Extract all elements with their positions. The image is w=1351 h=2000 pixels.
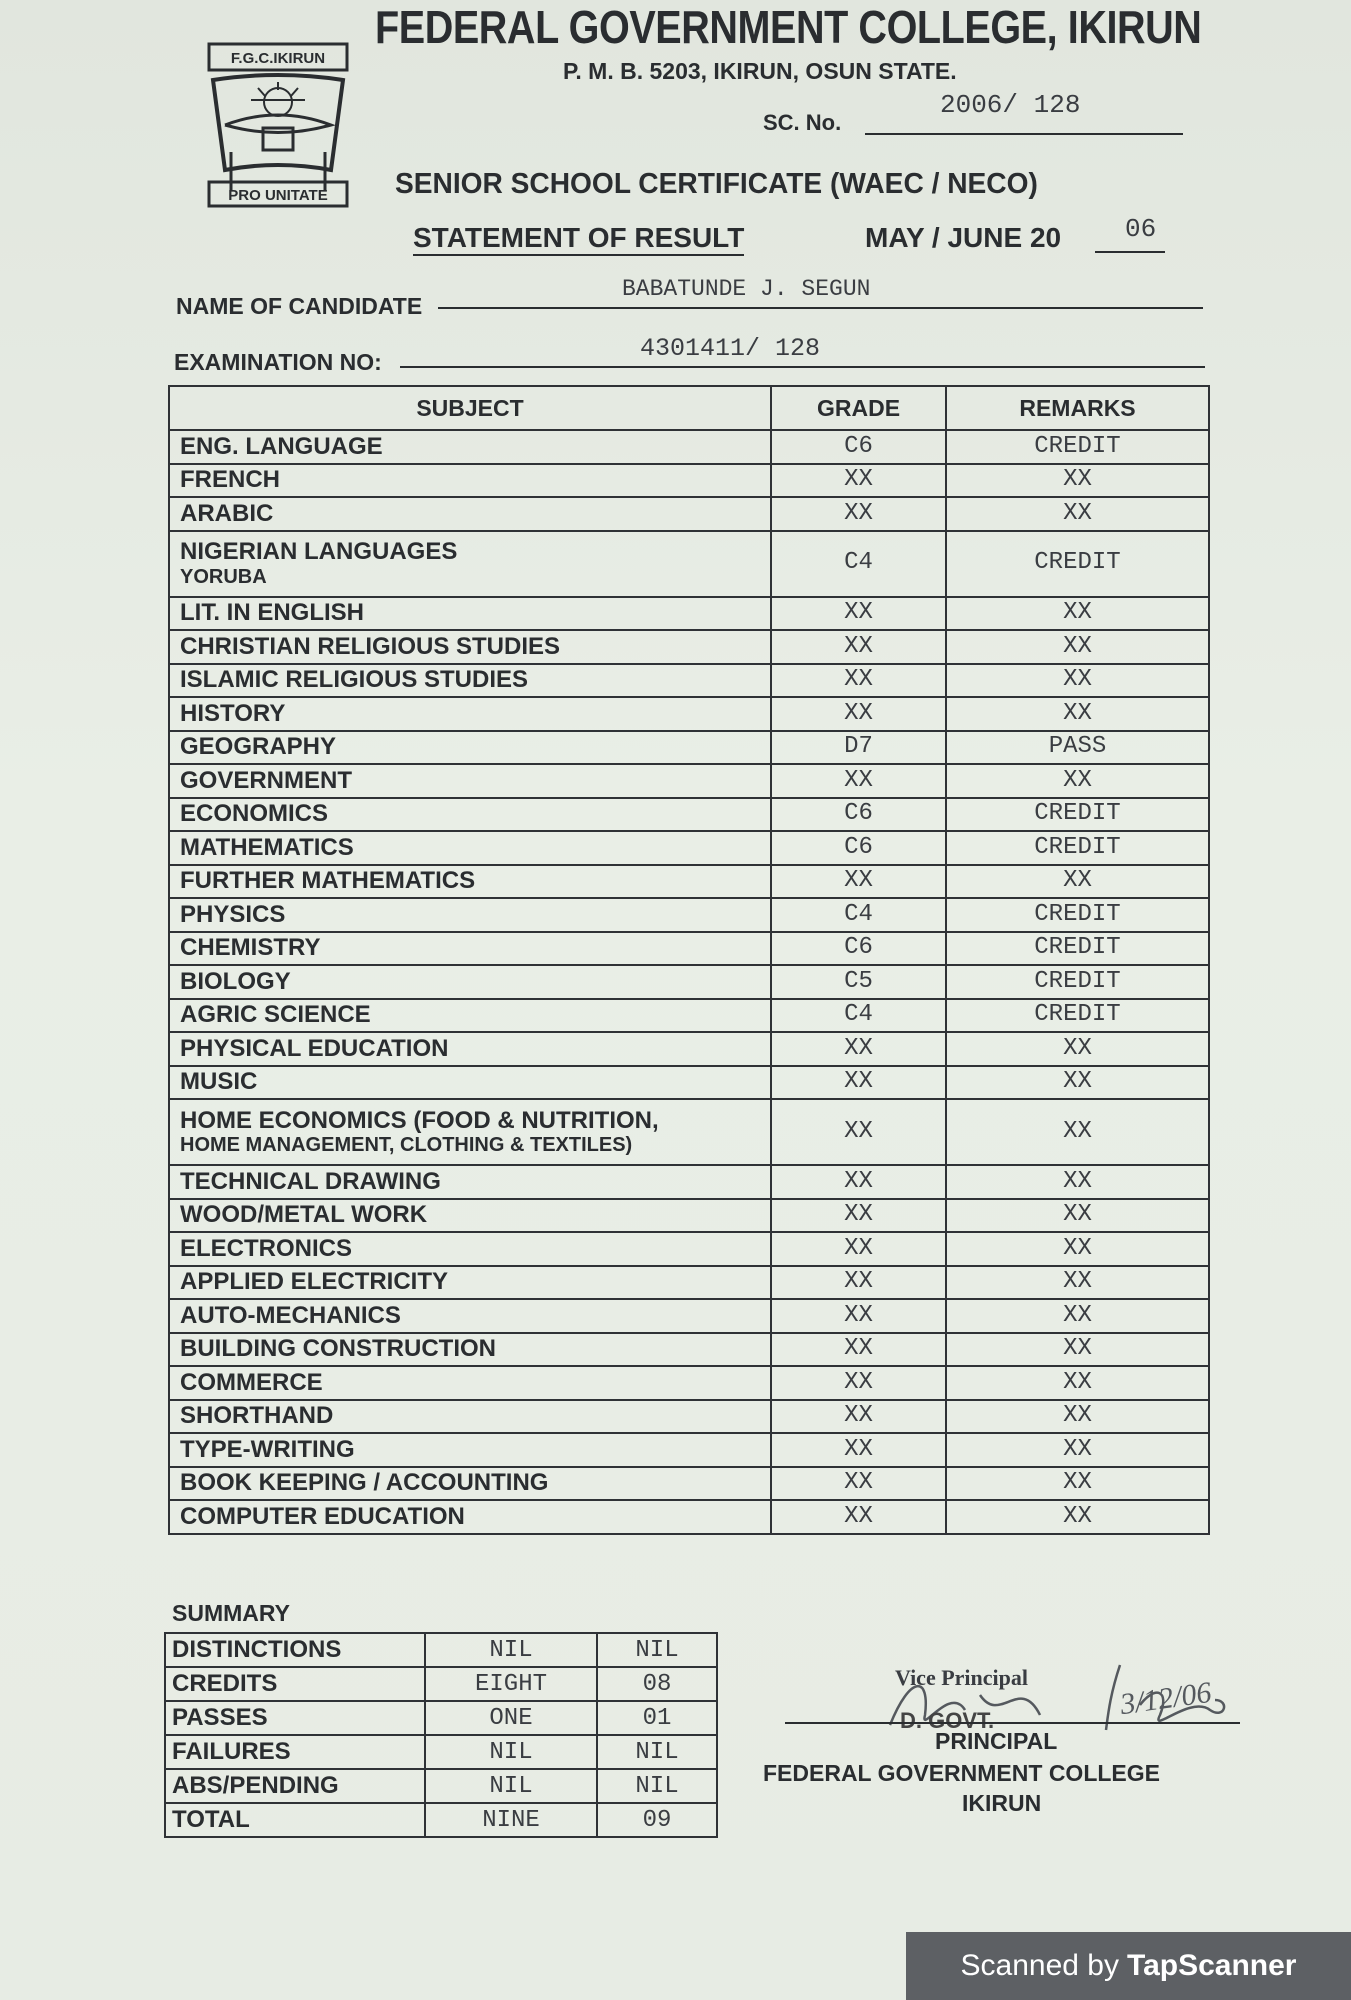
- certificate-title: SENIOR SCHOOL CERTIFICATE (WAEC / NECO): [395, 168, 1038, 200]
- college-address: P. M. B. 5203, IKIRUN, OSUN STATE.: [563, 58, 957, 84]
- grade-cell: XX: [771, 1199, 946, 1233]
- remark-cell: PASS: [946, 731, 1209, 765]
- result-row: [169, 430, 1209, 464]
- remark-cell: XX: [946, 1032, 1209, 1066]
- subject-name: AUTO-MECHANICS: [180, 1301, 401, 1329]
- remark-cell: CREDIT: [946, 531, 1209, 597]
- result-row: [169, 1165, 1209, 1199]
- subject-name: HISTORY: [180, 699, 286, 727]
- summary-words-cell: NIL: [425, 1735, 597, 1769]
- remark-cell: XX: [946, 1266, 1209, 1300]
- result-row: [169, 798, 1209, 832]
- subject-name: WOOD/METAL WORK: [180, 1201, 428, 1229]
- result-row: [169, 1333, 1209, 1367]
- grade-cell: XX: [771, 464, 946, 498]
- remark-cell: XX: [946, 464, 1209, 498]
- exam-session-label: MAY / JUNE 20: [865, 222, 1062, 253]
- grade-cell: C6: [771, 430, 946, 464]
- summary-row: [165, 1769, 717, 1803]
- subject-name: FURTHER MATHEMATICS: [180, 867, 476, 895]
- summary-row: [165, 1633, 717, 1667]
- subject-name: PHYSICAL EDUCATION: [180, 1034, 449, 1062]
- result-row: [169, 1299, 1209, 1333]
- subject-name: ECONOMICS: [180, 800, 329, 828]
- remark-cell: XX: [946, 597, 1209, 631]
- summary-row: [165, 1701, 717, 1735]
- grade-cell: C4: [771, 898, 946, 932]
- summary-label-cell: ABS/PENDING: [165, 1769, 425, 1803]
- sc-number-line: [865, 133, 1183, 135]
- subject-name: FRENCH: [180, 466, 280, 494]
- exam-number-value: 4301411/ 128: [640, 334, 821, 363]
- subject-name: GOVERNMENT: [180, 766, 353, 794]
- subject-cell: [169, 430, 771, 464]
- remark-cell: XX: [946, 497, 1209, 531]
- grade-cell: C6: [771, 798, 946, 832]
- vice-principal-stamp: Vice Principal: [895, 1665, 1028, 1690]
- subject-name: COMMERCE: [180, 1368, 323, 1396]
- subject-cell: [169, 1366, 771, 1400]
- exam-number-line: [400, 366, 1205, 368]
- subject-cell: [169, 664, 771, 698]
- results-body: [169, 430, 1209, 1534]
- result-row: [169, 1232, 1209, 1266]
- summary-row: [165, 1803, 717, 1837]
- grade-cell: XX: [771, 597, 946, 631]
- grade-cell: XX: [771, 1299, 946, 1333]
- result-row: [169, 1032, 1209, 1066]
- grade-cell: C5: [771, 965, 946, 999]
- summary-words-cell: EIGHT: [425, 1667, 597, 1701]
- grade-cell: XX: [771, 1266, 946, 1300]
- result-row: [169, 1467, 1209, 1501]
- result-row: [169, 932, 1209, 966]
- crest-motto-text: PRO UNITATE: [228, 187, 328, 204]
- grade-cell: XX: [771, 1066, 946, 1100]
- grade-cell: XX: [771, 497, 946, 531]
- grade-cell: XX: [771, 1232, 946, 1266]
- grade-cell: XX: [771, 1500, 946, 1534]
- grade-cell: XX: [771, 1433, 946, 1467]
- exam-number-label: EXAMINATION NO:: [174, 349, 382, 375]
- grade-cell: C4: [771, 999, 946, 1033]
- subject-cell: [169, 1232, 771, 1266]
- subject-cell: [169, 1266, 771, 1300]
- subject-cell: [169, 497, 771, 531]
- summary-number-cell: NIL: [597, 1735, 717, 1769]
- subject-cell: [169, 1199, 771, 1233]
- crest-top-text: F.G.C.IKIRUN: [230, 50, 326, 67]
- grade-cell: XX: [771, 1400, 946, 1434]
- summary-number-cell: 09: [597, 1803, 717, 1837]
- summary-label-cell: PASSES: [165, 1701, 425, 1735]
- remark-cell: XX: [946, 1165, 1209, 1199]
- subject-cell: [169, 764, 771, 798]
- summary-words-cell: NINE: [425, 1803, 597, 1837]
- subject-cell: [169, 1099, 771, 1165]
- session-year-line: [1095, 251, 1165, 253]
- result-row: [169, 898, 1209, 932]
- subject-cell: [169, 1165, 771, 1199]
- subject-name: HOME ECONOMICS (FOOD & NUTRITION,: [180, 1106, 659, 1134]
- grade-cell: XX: [771, 697, 946, 731]
- subject-cell: [169, 630, 771, 664]
- result-row: [169, 597, 1209, 631]
- result-row: [169, 965, 1209, 999]
- subject-cell: [169, 1500, 771, 1534]
- subject-name: BUILDING CONSTRUCTION: [180, 1335, 496, 1363]
- result-row: [169, 497, 1209, 531]
- remark-cell: XX: [946, 865, 1209, 899]
- subject-name: ARABIC: [180, 499, 274, 527]
- summary-label-cell: DISTINCTIONS: [165, 1633, 425, 1667]
- result-row: [169, 731, 1209, 765]
- subject-cell: [169, 1400, 771, 1434]
- remark-cell: XX: [946, 1433, 1209, 1467]
- subject-name: NIGERIAN LANGUAGES: [180, 538, 458, 566]
- subject-name: AGRIC SCIENCE: [180, 1001, 371, 1029]
- remark-cell: XX: [946, 1500, 1209, 1534]
- remark-cell: XX: [946, 1333, 1209, 1367]
- badge-prefix: Scanned by: [960, 1949, 1119, 1982]
- subject-cell: [169, 731, 771, 765]
- result-row: [169, 1433, 1209, 1467]
- subject-name: ISLAMIC RELIGIOUS STUDIES: [180, 666, 529, 694]
- result-row: [169, 664, 1209, 698]
- result-row: [169, 630, 1209, 664]
- subject-cell: [169, 1066, 771, 1100]
- subject-name: BOOK KEEPING / ACCOUNTING: [180, 1469, 549, 1497]
- subject-name: MUSIC: [180, 1068, 258, 1096]
- tapscanner-badge: [906, 1932, 1351, 2000]
- summary-number-cell: 08: [597, 1667, 717, 1701]
- remark-cell: XX: [946, 1066, 1209, 1100]
- badge-brand: TapScanner: [1126, 1949, 1297, 1982]
- remark-cell: CREDIT: [946, 898, 1209, 932]
- result-row: [169, 1266, 1209, 1300]
- subject-cell: [169, 1433, 771, 1467]
- grade-cell: D7: [771, 731, 946, 765]
- summary-number-cell: NIL: [597, 1633, 717, 1667]
- result-row: [169, 1366, 1209, 1400]
- candidate-name-value: BABATUNDE J. SEGUN: [622, 276, 871, 302]
- summary-table: [164, 1632, 718, 1838]
- remark-cell: XX: [946, 1400, 1209, 1434]
- remark-cell: CREDIT: [946, 999, 1209, 1033]
- grade-cell: XX: [771, 1032, 946, 1066]
- subject-name: MATHEMATICS: [180, 833, 354, 861]
- candidate-name-label: NAME OF CANDIDATE: [176, 293, 423, 319]
- subject-name: ENG. LANGUAGE: [180, 432, 383, 460]
- subject-name: CHRISTIAN RELIGIOUS STUDIES: [180, 632, 561, 660]
- remarks-column-header: REMARKS: [946, 386, 1209, 430]
- subject-cell: [169, 865, 771, 899]
- grade-cell: C4: [771, 531, 946, 597]
- signature-college-name: FEDERAL GOVERNMENT COLLEGE: [763, 1760, 1160, 1786]
- summary-number-cell: 01: [597, 1701, 717, 1735]
- subject-cell: [169, 1333, 771, 1367]
- subject-cell: [169, 898, 771, 932]
- subject-cell: [169, 1467, 771, 1501]
- summary-heading: SUMMARY: [172, 1600, 290, 1626]
- statement-of-result-heading: STATEMENT OF RESULT: [413, 222, 744, 256]
- signature-town: IKIRUN: [962, 1790, 1042, 1816]
- college-name: FEDERAL GOVERNMENT COLLEGE, IKIRUN: [375, 1, 1202, 53]
- grade-cell: XX: [771, 664, 946, 698]
- summary-words-cell: NIL: [425, 1769, 597, 1803]
- subject-name: CHEMISTRY: [180, 934, 321, 962]
- remark-cell: XX: [946, 1199, 1209, 1233]
- subject-name: LIT. IN ENGLISH: [180, 599, 365, 627]
- result-row: [169, 1066, 1209, 1100]
- session-year-value: 06: [1125, 214, 1157, 244]
- remark-cell: XX: [946, 1099, 1209, 1165]
- result-row: [169, 697, 1209, 731]
- remark-cell: XX: [946, 1366, 1209, 1400]
- remark-cell: XX: [946, 1299, 1209, 1333]
- result-row: [169, 464, 1209, 498]
- summary-words-cell: ONE: [425, 1701, 597, 1735]
- signature-line: [785, 1722, 1240, 1724]
- grade-cell: C6: [771, 831, 946, 865]
- result-row: [169, 531, 1209, 597]
- grade-cell: XX: [771, 630, 946, 664]
- remark-cell: CREDIT: [946, 831, 1209, 865]
- sc-number-label: SC. No.: [763, 110, 842, 135]
- candidate-name-line: [438, 307, 1203, 309]
- subject-name: BIOLOGY: [180, 967, 291, 995]
- result-row: [169, 999, 1209, 1033]
- result-row: [169, 1199, 1209, 1233]
- summary-body: [165, 1633, 717, 1837]
- subject-name-line2: HOME MANAGEMENT, CLOTHING & TEXTILES): [180, 1134, 633, 1157]
- results-table: [168, 385, 1210, 1535]
- result-row: [169, 764, 1209, 798]
- remark-cell: CREDIT: [946, 965, 1209, 999]
- subject-name: COMPUTER EDUCATION: [180, 1502, 465, 1530]
- summary-row: [165, 1667, 717, 1701]
- grade-cell: XX: [771, 1165, 946, 1199]
- subject-cell: [169, 932, 771, 966]
- summary-row: [165, 1735, 717, 1769]
- grade-cell: XX: [771, 1366, 946, 1400]
- remark-cell: XX: [946, 1232, 1209, 1266]
- remark-cell: XX: [946, 1467, 1209, 1501]
- grade-cell: XX: [771, 1333, 946, 1367]
- subject-name: GEOGRAPHY: [180, 733, 337, 761]
- subject-cell: [169, 531, 771, 597]
- grade-cell: XX: [771, 865, 946, 899]
- summary-words-cell: NIL: [425, 1633, 597, 1667]
- grade-cell: XX: [771, 764, 946, 798]
- result-row: [169, 865, 1209, 899]
- result-row: [169, 1400, 1209, 1434]
- signature-date: 3/12/06: [1118, 1675, 1214, 1722]
- subject-name: TECHNICAL DRAWING: [180, 1167, 441, 1195]
- principal-title: PRINCIPAL: [935, 1728, 1058, 1754]
- subject-cell: [169, 697, 771, 731]
- summary-label-cell: CREDITS: [165, 1667, 425, 1701]
- subject-cell: [169, 1032, 771, 1066]
- result-row: [169, 831, 1209, 865]
- subject-column-header: SUBJECT: [169, 386, 771, 430]
- results-header-row: [169, 386, 1209, 430]
- college-crest-logo: [203, 40, 353, 210]
- subject-cell: [169, 831, 771, 865]
- subject-cell: [169, 965, 771, 999]
- subject-cell: [169, 464, 771, 498]
- remark-cell: XX: [946, 697, 1209, 731]
- subject-name: APPLIED ELECTRICITY: [180, 1268, 449, 1296]
- summary-label-cell: FAILURES: [165, 1735, 425, 1769]
- result-row: [169, 1099, 1209, 1165]
- grade-cell: XX: [771, 1099, 946, 1165]
- remark-cell: CREDIT: [946, 932, 1209, 966]
- subject-cell: [169, 798, 771, 832]
- grade-cell: XX: [771, 1467, 946, 1501]
- subject-name: TYPE-WRITING: [180, 1435, 355, 1463]
- subject-cell: [169, 597, 771, 631]
- result-row: [169, 1500, 1209, 1534]
- subject-cell: [169, 1299, 771, 1333]
- remark-cell: CREDIT: [946, 798, 1209, 832]
- remark-cell: XX: [946, 630, 1209, 664]
- grade-cell: C6: [771, 932, 946, 966]
- grade-column-header: GRADE: [771, 386, 946, 430]
- subject-name: ELECTRONICS: [180, 1234, 353, 1262]
- remark-cell: XX: [946, 664, 1209, 698]
- stamp-line: D. GOVT.: [900, 1708, 995, 1733]
- subject-name-line2: YORUBA: [180, 565, 267, 588]
- subject-name: SHORTHAND: [180, 1402, 334, 1430]
- remark-cell: CREDIT: [946, 430, 1209, 464]
- subject-cell: [169, 999, 771, 1033]
- remark-cell: XX: [946, 764, 1209, 798]
- subject-name: PHYSICS: [180, 900, 286, 928]
- sc-number-value: 2006/ 128: [940, 90, 1081, 120]
- summary-label-cell: TOTAL: [165, 1803, 425, 1837]
- summary-number-cell: NIL: [597, 1769, 717, 1803]
